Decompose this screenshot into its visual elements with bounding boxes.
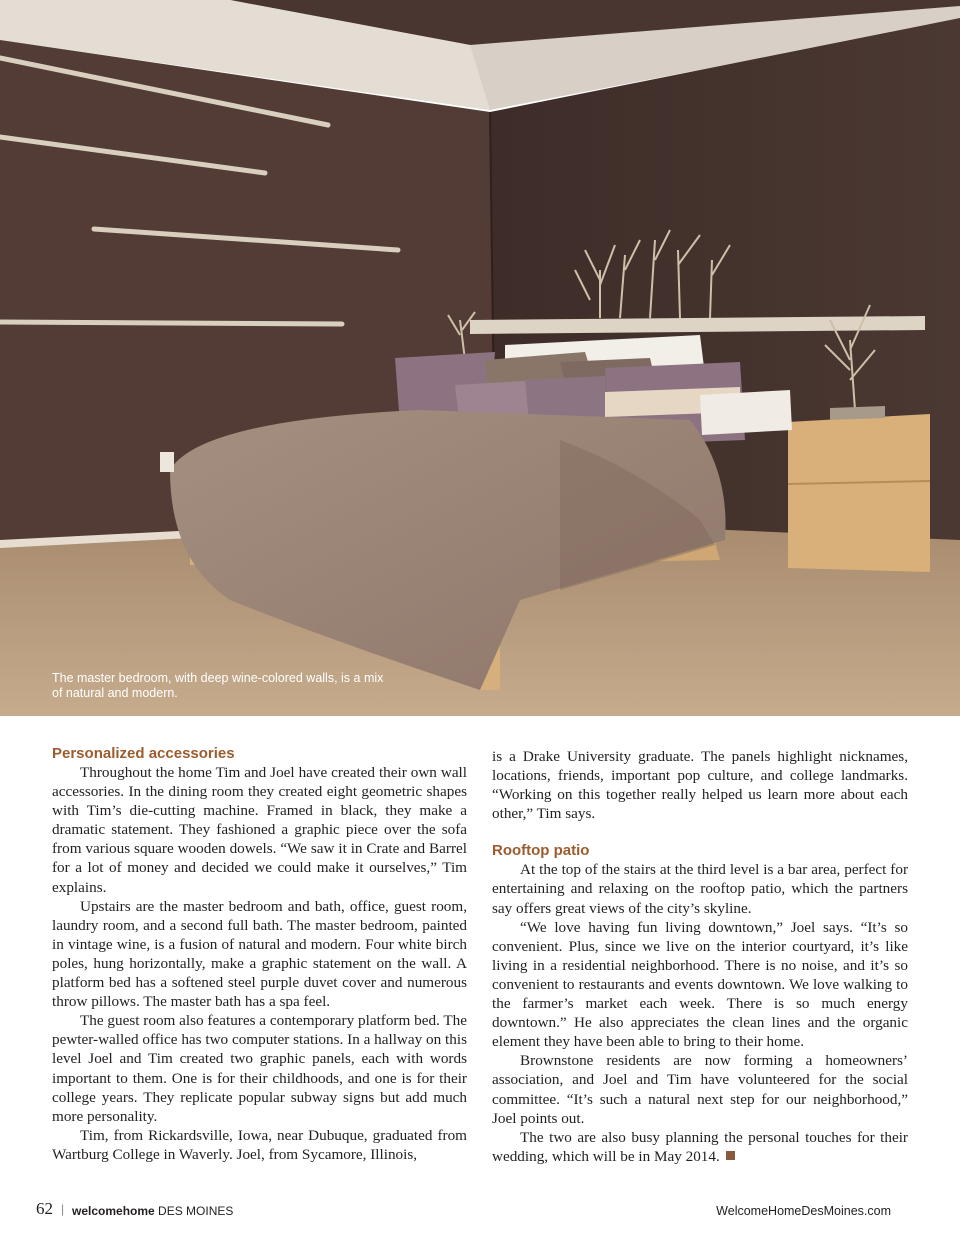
paragraph: Throughout the home Tim and Joel have created their own wall accessories. In the dining room they created eight geometric shapes with Tim’s die-cutting machine. Framed in black, they make a dramatic statement. They fashioned a graphic piece over the sofa from various square wooden dowels. “We saw it in Crate and Barrel for a lot of money and decided we could make it ourselves,” Tim explains. xyxy=(52,764,467,896)
page-number: 62 xyxy=(36,1199,53,1218)
footer-separator: | xyxy=(61,1202,65,1216)
paragraph: Upstairs are the master bedroom and bath, office, guest room, laundry room, and a second full bath. The master bedroom, painted in vintage wine, is a fusion of natural and modern. Four white birch poles, hung horizontally, make a graphic statement on the wall. A platform bed has a softened steel purple duvet cover and numerous throw pillows. The master bath has a spa feel. xyxy=(52,897,467,1011)
paragraph: Brownstone residents are now forming a homeowners’ association, and Joel and Tim have volunteered for the social committee. “It’s such a natural next step for our neighborhood,” Joel points out. xyxy=(492,1052,908,1127)
paragraph-final-text: The two are also busy planning the personal touches for their wedding, which will be in May 2014. xyxy=(492,1128,908,1165)
end-mark-icon xyxy=(726,1151,735,1160)
heading-rooftop-patio: Rooftop patio xyxy=(492,842,590,860)
paragraph: Tim, from Rickardsville, Iowa, near Dubuque, graduated from Wartburg College in Waverly. Joel, from Sycamore, Illinois, xyxy=(52,1126,467,1163)
paragraph: “We love having fun living downtown,” Joel says. “It’s so convenient. Plus, since we live on the interior courtyard, it’s like living in a residential neighborhood. There is no noise, and it’s so convenient to restaurants and events downtown. We love walking to the farmer’s market each week. There is so much energy downtown.” He also appreciates the clean lines and the organic element they have been able to bring to their home. xyxy=(492,918,908,1051)
paragraph-final xyxy=(492,1128,908,1166)
paragraph: The guest room also features a contemporary platform bed. The pewter-walled office has two computer stations. In a hallway on this level Joel and Tim created two graphic panels, each with words important to them. One is for their childhoods, and one is for their college years. They replicate popular subway signs but add much more personality. xyxy=(52,1012,467,1125)
paragraph: At the top of the stairs at the third level is a bar area, perfect for entertaining and relaxing on the rooftop patio, which the partners say offers great views of the city’s skyline. xyxy=(492,861,908,917)
page-footer xyxy=(36,1201,891,1223)
photo-caption: The master bedroom, with deep wine-colored walls, is a mix of natural and modern. xyxy=(52,671,384,700)
brand-name: welcomehome xyxy=(72,1204,155,1218)
article-column-right xyxy=(492,747,908,1166)
website-link[interactable]: WelcomeHomeDesMoines.com xyxy=(716,1204,891,1218)
magazine-brand xyxy=(72,1204,233,1218)
brand-city: DES MOINES xyxy=(158,1204,234,1218)
article-column-left xyxy=(52,744,467,1164)
heading-personalized-accessories: Personalized accessories xyxy=(52,745,235,762)
paragraph-continuation: is a Drake University graduate. The panels highlight nicknames, locations, friends, important pop culture, and college landmarks. “Working on this together really helped us learn more about each other,” Tim says. xyxy=(492,748,908,823)
